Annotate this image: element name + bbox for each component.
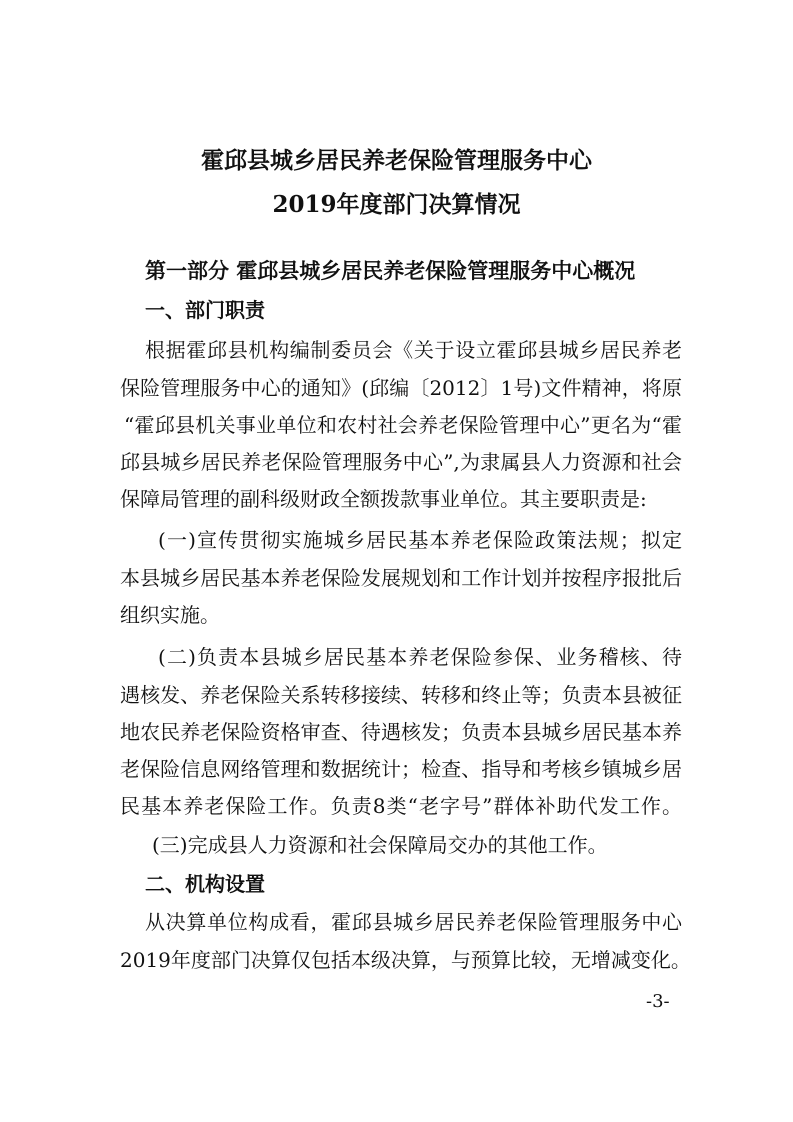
paragraph-line: 民基本养老保险工作。负责8类“老字号”群体补助代发工作。 <box>120 794 682 818</box>
paragraph-line: 从决算单位构成看，霍邱县城乡居民养老保险管理服务中心 <box>145 910 682 934</box>
paragraph-line: 2019年度部门决算仅包括本级决算，与预算比较，无增减变化。 <box>120 948 691 972</box>
paragraph-line: 根据霍邱县机构编制委员会《关于设立霍邱县城乡居民养老 <box>145 338 682 362</box>
part-heading: 第一部分 霍邱县城乡居民养老保险管理服务中心概况 <box>145 258 636 283</box>
page-number: -3- <box>646 991 670 1012</box>
paragraph-line: “霍邱县机关事业单位和农村社会养老保险管理中心”更名为“霍 <box>124 413 682 437</box>
paragraph-line: (一)宣传贯彻实施城乡居民基本养老保险政策法规；拟定 <box>158 528 682 552</box>
paragraph-line: 保障局管理的副科级财政全额拨款事业单位。其主要职责是: <box>120 487 647 511</box>
paragraph-line: 本县城乡居民基本养老保险发展规划和工作计划并按程序报批后 <box>120 566 682 590</box>
paragraph-line: 老保险信息网络管理和数据统计；检查、指导和考核乡镇城乡居 <box>120 757 682 781</box>
section-heading-duties: 一、部门职责 <box>145 298 265 322</box>
document-title-line-2: 2019年度部门决算情况 <box>272 191 521 218</box>
paragraph-line: 地农民养老保险资格审查、待遇核发；负责本县城乡居民基本养 <box>120 720 682 744</box>
paragraph-line: (三)完成县人力资源和社会保障局交办的其他工作。 <box>152 833 608 857</box>
paragraph-line: (二)负责本县城乡居民基本养老保险参保、业务稽核、待 <box>158 645 682 669</box>
paragraph-line: 组织实施。 <box>120 603 220 627</box>
paragraph-line: 邱县城乡居民养老保险管理服务中心”,为隶属县人力资源和社会 <box>120 450 682 474</box>
paragraph-line: 保险管理服务中心的通知》(邱编〔2012〕1号)文件精神，将原 <box>120 376 682 400</box>
section-heading-structure: 二、机构设置 <box>145 872 265 896</box>
paragraph-line: 遇核发、养老保险关系转移接续、转移和终止等；负责本县被征 <box>120 683 682 707</box>
document-title-line-1: 霍邱县城乡居民养老保险管理服务中心 <box>201 147 592 174</box>
